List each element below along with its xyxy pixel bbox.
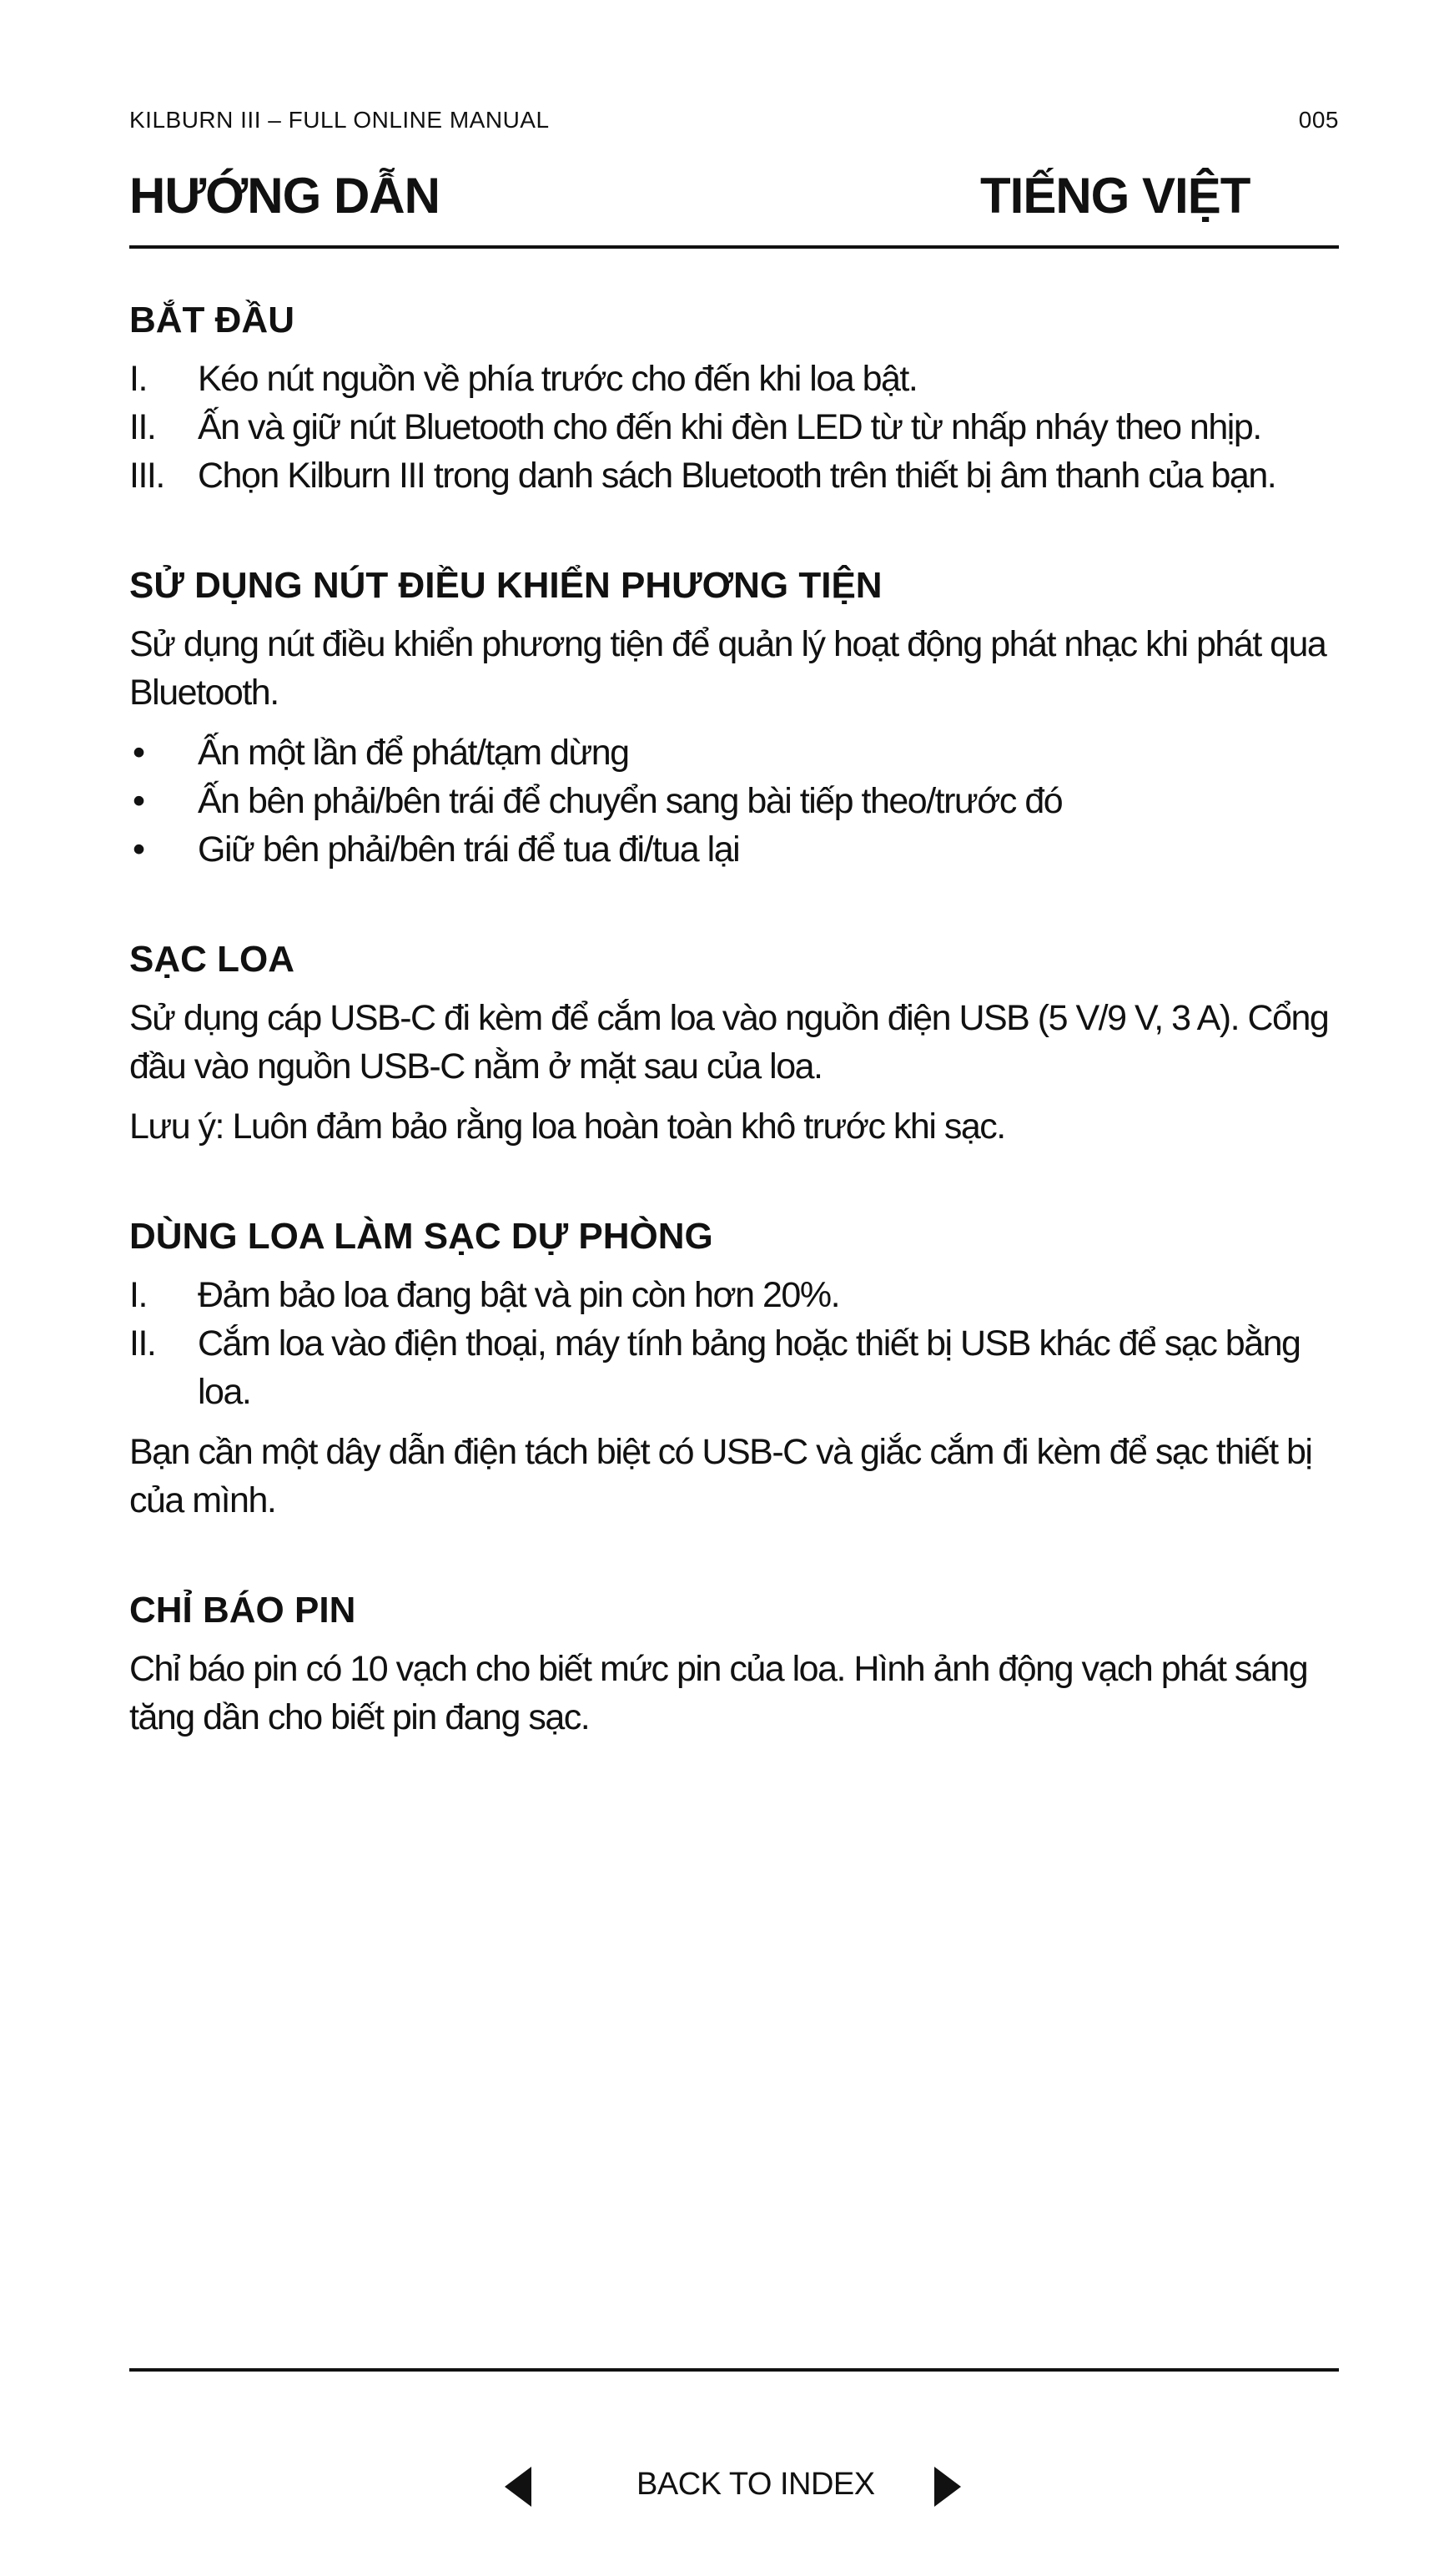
list-item-text: Ấn một lần để phát/tạm dừng xyxy=(198,733,629,773)
steps-list xyxy=(129,1271,1339,1416)
back-to-index-link[interactable]: BACK TO INDEX xyxy=(636,2467,875,2502)
paragraph: Sử dụng cáp USB-C đi kèm để cắm loa vào nguồn điện USB (5 V/9 V, 3 A). Cổng đầu vào nguồn USB-C nằm ở mặt sau của loa. xyxy=(129,998,1329,1086)
list-marker: II. xyxy=(129,1323,156,1364)
footer-navigation xyxy=(129,2462,1339,2512)
list-item xyxy=(129,825,1339,874)
title-bar xyxy=(129,165,1339,249)
list-item-text: Kéo nút nguồn về phía trước cho đến khi loa bật. xyxy=(198,359,918,399)
paragraph: Bạn cần một dây dẫn điện tách biệt có USB-C và giắc cắm đi kèm để sạc thiết bị của mình. xyxy=(129,1432,1312,1520)
content xyxy=(129,296,1339,1803)
section-media-controls xyxy=(129,562,1339,874)
note-paragraph: Lưu ý: Luôn đảm bảo rằng loa hoàn toàn khô trước khi sạc. xyxy=(129,1107,1005,1147)
paragraph: Sử dụng nút điều khiển phương tiện để quản lý hoạt động phát nhạc khi phát qua Bluetooth. xyxy=(129,624,1326,713)
bullet-icon: • xyxy=(133,829,144,870)
section-powerbank xyxy=(129,1212,1339,1525)
bullet-icon: • xyxy=(133,781,144,821)
bullet-list xyxy=(129,728,1339,874)
section-heading: SẠC LOA xyxy=(129,939,294,980)
list-marker: II. xyxy=(129,407,156,447)
list-item xyxy=(129,777,1339,825)
steps-list xyxy=(129,355,1339,500)
page-number: 005 xyxy=(1298,107,1339,133)
list-item-text: Đảm bảo loa đang bật và pin còn hơn 20%. xyxy=(198,1275,840,1315)
list-marker: I. xyxy=(129,1275,147,1315)
list-item-text: Ấn và giữ nút Bluetooth cho đến khi đèn LED từ từ nhấp nháy theo nhịp. xyxy=(198,407,1261,447)
section-heading: DÙNG LOA LÀM SẠC DỰ PHÒNG xyxy=(129,1216,713,1257)
list-item-text: Chọn Kilburn III trong danh sách Bluetooth trên thiết bị âm thanh của bạn. xyxy=(198,456,1276,496)
paragraph: Chỉ báo pin có 10 vạch cho biết mức pin của loa. Hình ảnh động vạch phát sáng tăng dần cho biết pin đang sạc. xyxy=(129,1649,1308,1737)
page-title: HƯỚNG DẪN xyxy=(129,168,440,224)
section-getting-started xyxy=(129,296,1339,500)
running-header xyxy=(129,107,1339,135)
bullet-icon: • xyxy=(133,733,144,773)
list-item xyxy=(129,728,1339,777)
section-battery xyxy=(129,1586,1339,1742)
document-title: KILBURN III – FULL ONLINE MANUAL xyxy=(129,107,550,133)
list-item xyxy=(129,1271,1339,1319)
list-marker: I. xyxy=(129,359,147,399)
section-charging xyxy=(129,935,1339,1151)
manual-page xyxy=(129,0,1339,2576)
next-page-icon[interactable] xyxy=(934,2467,961,2507)
previous-page-icon[interactable] xyxy=(505,2467,531,2507)
list-item xyxy=(129,355,1339,403)
list-item xyxy=(129,451,1339,500)
section-heading: CHỈ BÁO PIN xyxy=(129,1590,356,1631)
list-item-text: Giữ bên phải/bên trái để tua đi/tua lại xyxy=(198,829,740,870)
section-heading: BẮT ĐẦU xyxy=(129,300,294,340)
list-item-text: Cắm loa vào điện thoại, máy tính bảng hoặc thiết bị USB khác để sạc bằng loa. xyxy=(198,1323,1301,1412)
list-item xyxy=(129,403,1339,451)
list-marker: III. xyxy=(129,456,164,496)
section-heading: SỬ DỤNG NÚT ĐIỀU KHIỂN PHƯƠNG TIỆN xyxy=(129,565,883,606)
list-item-text: Ấn bên phải/bên trái để chuyển sang bài tiếp theo/trước đó xyxy=(198,781,1063,821)
list-item xyxy=(129,1319,1339,1416)
language-label: TIẾNG VIỆT xyxy=(980,168,1250,224)
footer-divider xyxy=(129,2368,1339,2372)
